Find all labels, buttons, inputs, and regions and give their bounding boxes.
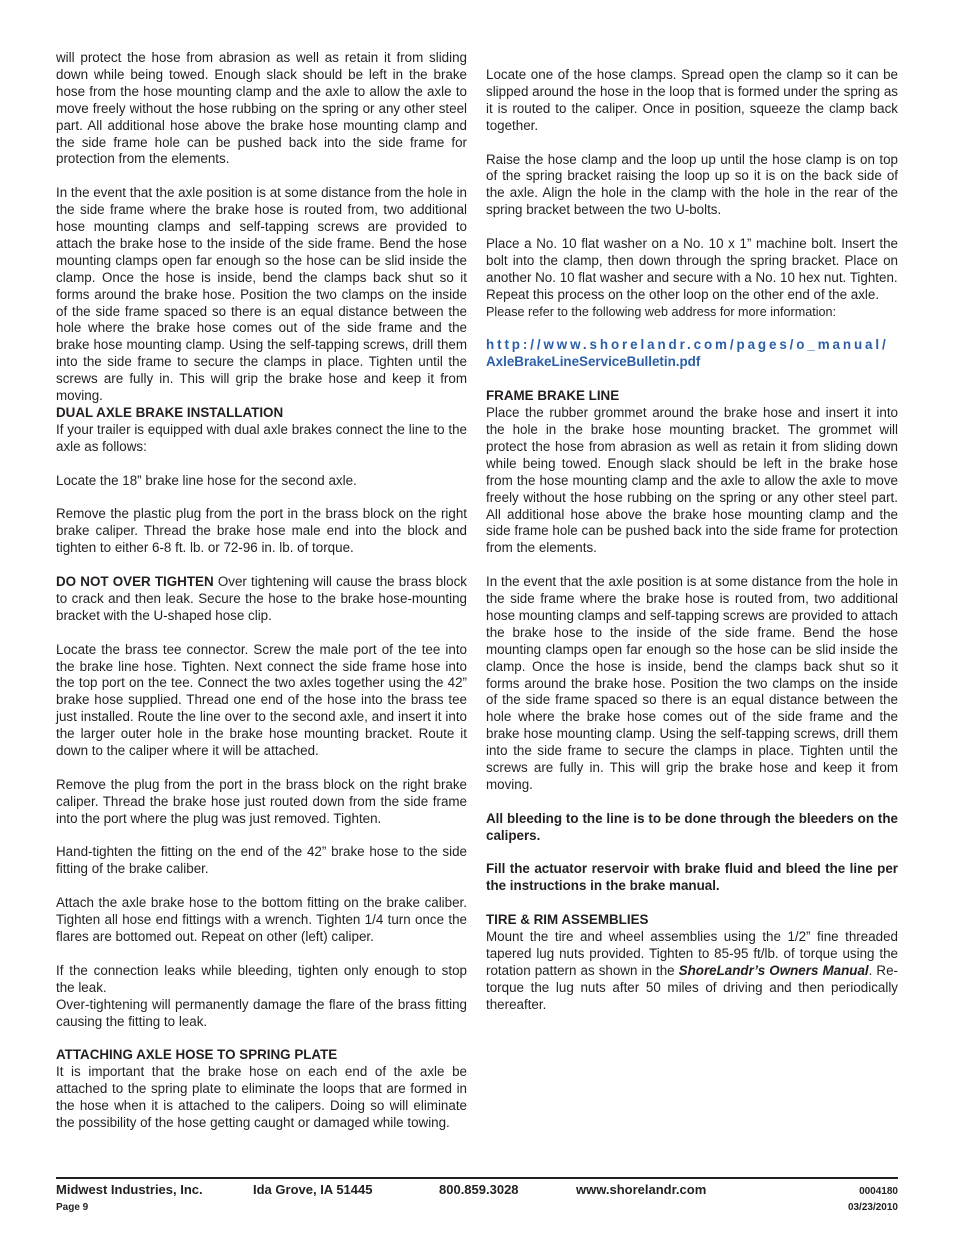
paragraph [56, 574, 467, 625]
paragraph [486, 929, 898, 1014]
left-column [56, 50, 467, 1132]
paragraph: Locate the 18” brake line hose for the second axle. [56, 472, 357, 488]
paragraph: Place the rubber grommet around the brake hose and insert it into the hole in the brake hose mounting bracket. The grommet will protect the hose from abrasion as well as retain it from sliding down while being towed. Enough slack should be left in the brake hose from the hose mounting clamp and the axle to allow the axle to move freely without the hose rubbing on the spring or any other steel part. All additional hose above the brake hose mounting clamp and the side frame hole can be pushed back into the side frame for protection from the elements. [486, 405, 898, 556]
paragraph: Remove the plug from the port in the brass block on the right brake caliper. Thread the brake hose just routed down from the side frame into the port where the plug was just removed. Tighten. [56, 776, 467, 826]
paragraph: If your trailer is equipped with dual axle brakes connect the line to the axle as follows: [56, 421, 467, 454]
footer-phone: 800.859.3028 [439, 1182, 519, 1197]
paragraph: Locate one of the hose clamps. Spread open the clamp so it can be slipped around the hose in the loop that is formed under the spring as it is routed to the caliper. Once in position, squeeze the clamp back together. [486, 67, 898, 133]
footer-divider [56, 1177, 898, 1179]
bold-instruction: All bleeding to the line is to be done through the bleeders on the calipers. [486, 810, 898, 843]
footer-website[interactable]: www.shorelandr.com [576, 1182, 707, 1197]
footer-city: Ida Grove, IA 51445 [253, 1182, 373, 1197]
paragraph: will protect the hose from abrasion as well as retain it from sliding down while being towed. Enough slack should be left in the brake hose from the hose mounting clamp and the axle to allow the axle to move freely without the hose rubbing on the spring or any other steel part. All additional hose above the brake hose mounting clamp and the side frame hole can be pushed back into the side frame for protection from the elements. [56, 50, 467, 167]
paragraph: In the event that the axle position is at some distance from the hole in the side frame where the brake hose is routed from, two additional hose mounting clamps and self-tapping screws are provided to attach the brake hose to the inside of the side frame. Bend the hose mounting clamps open far enough so the hose can be slid inside the clamp. Once the hose is inside, bend the clamps back shut so it forms around the brake hose. Position the two clamps on the inside of the side frame spaced so there is an equal distance between the hole where the brake hose comes out of the side frame and the brake hose mounting clamp. Using the self-tapping screws, drill them into the side frame to secure the clamps in place. Tighten until the screws are fully in. This will grip the brake hose and keep it from moving. [486, 574, 898, 792]
warning-label: DO NOT OVER TIGHTEN [56, 574, 214, 590]
footer-date: 03/23/2010 [847, 1202, 898, 1213]
paragraph: Please refer to the following web address for more information: [486, 304, 836, 319]
link-line-2[interactable]: AxleBrakeLineServiceBulletin.pdf [486, 354, 701, 370]
paragraph: Repeat this process on the other loop on the other end of the axle. [486, 286, 880, 302]
section-heading-tire-rim: TIRE & RIM ASSEMBLIES [486, 912, 649, 928]
paragraph: In the event that the axle position is at some distance from the hole in the side frame where the brake hose is routed from, two additional hose mounting clamps and self-tapping screws are provided to attach the brake hose to the inside of the side frame. Bend the hose mounting clamps open far enough so the hose can be slid inside the clamp. Once the hose is inside, bend the clamps back shut so it forms around the brake hose. Position the two clamps on the inside of the side frame spaced so there is an equal distance between the hole where the brake hose comes out of the side frame and the brake hose mounting clamp. Using the self-tapping screws, drill them into the side frame to secure the clamps in place. Tighten until the screws are fully in. This will grip the brake hose and keep it from moving. [56, 185, 467, 404]
footer-page-number: Page 9 [56, 1202, 89, 1213]
right-column [486, 67, 898, 1014]
paragraph: Over-tightening will permanently damage the flare of the brass fitting causing the fitting to leak. [56, 996, 467, 1029]
paragraph-part: . Re-torque the lug nuts after 50 miles of driving and then periodically thereafter. [486, 962, 898, 1012]
paragraph: If the connection leaks while bleeding, tighten only enough to stop the leak. [56, 962, 467, 995]
paragraph: It is important that the brake hose on each end of the axle be attached to the spring plate to eliminate the loops that are formed in the hose when it is attached to the calipers. Doing so will eliminate the possibility of the hose getting caught or damaged while towing. [56, 1064, 467, 1130]
manual-title: ShoreLandr’s Owners Manual [678, 962, 869, 978]
web-link[interactable] [486, 337, 898, 371]
section-heading-attaching-axle-hose: ATTACHING AXLE HOSE TO SPRING PLATE [56, 1047, 338, 1063]
paragraph: Attach the axle brake hose to the bottom fitting on the brake caliber. Tighten all hose end fittings with a wrench. Tighten 1/4 turn once the flares are bottomed out. Repeat on other (left) caliper. [56, 895, 467, 944]
link-line-1[interactable]: http://www.shorelandr.com/pages/o_manual/ [486, 337, 889, 353]
warning-text: Over tightening will cause the brass block to crack and then leak. Secure the hose to the brake hose-mounting bracket with the U-shaped hose clip. [56, 574, 467, 623]
footer-doc-number: 0004180 [859, 1186, 898, 1197]
paragraph: Place a No. 10 flat washer on a No. 10 x 1” machine bolt. Insert the bolt into the clamp, then down through the spring bracket. Place on another No. 10 flat washer and secure with a No. 10 hex nut. Tighten. [486, 236, 898, 285]
paragraph: Hand-tighten the fitting on the end of the 42” brake hose to the side fitting of the brake caliber. [56, 844, 467, 877]
paragraph: Raise the hose clamp and the loop up until the hose clamp is on top of the spring bracket raising the loop up so it is on the back side of the axle. Align the hole in the clamp with the hole in the rear of the spring bracket between the two U-bolts. [486, 151, 898, 218]
paragraph-part: Mount the tire and wheel assemblies using the 1/2” fine threaded tapered lug nuts provided. Tighten to 85-95 ft/lb. of torque using the rotation pattern as shown in the [486, 929, 898, 978]
section-heading-dual-axle: DUAL AXLE BRAKE INSTALLATION [56, 405, 284, 421]
footer-company: Midwest Industries, Inc. [56, 1182, 203, 1197]
paragraph: Locate the brass tee connector. Screw the male port of the tee into the brake line hose. Tighten. Next connect the side frame hose into the top port on the tee. Connect the two axles together using the 42” brake hose supplied. Thread one end of the hose into the brass tee just installed. Route the line over to the second axle, and insert it into the larger outer hole in the brake hose mounting bracket. Route it down to the caliper where it will be attached. [56, 641, 467, 759]
bold-instruction: Fill the actuator reservoir with brake fluid and bleed the line per the instructions in the brake manual. [486, 861, 898, 894]
section-heading-frame-brake-line: FRAME BRAKE LINE [486, 388, 620, 404]
paragraph: Remove the plastic plug from the port in the brass block on the right brake caliper. Thread the brake hose male end into the block and tighten to either 6-8 ft. lb. or 72-96 in. lb. of torque. [56, 506, 467, 556]
